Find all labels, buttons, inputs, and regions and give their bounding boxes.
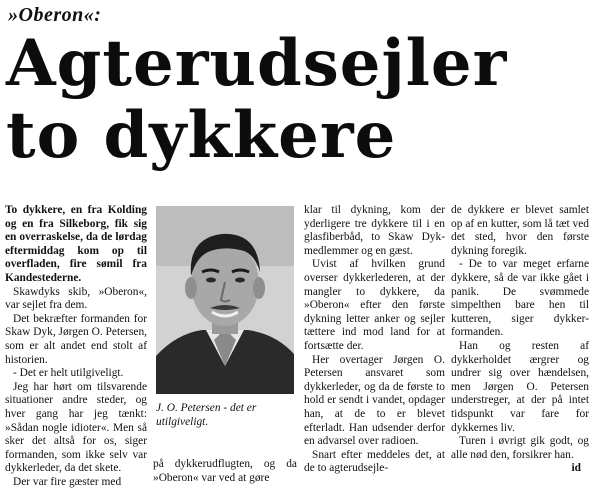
column-3 <box>304 204 445 476</box>
body-paragraph: Skawdyks skib, »Oberon«, var sejlet fra dem. <box>5 285 147 312</box>
body-paragraph: - De to var meget erfarne dykkere, så de var ikke gået i panik. De svømmede simpelthen bare hen til kutteren, siger dykker-formanden. <box>451 258 589 339</box>
body-paragraph: Han og resten af dykkerholdet ærgrer og undrer sig over hændelsen, men Jørgen O. Petersen understreger, at der på intet tidspunkt var fare for dykkernes liv. <box>451 339 589 434</box>
headline-line-2: to dykkere <box>6 98 397 173</box>
headline <box>6 28 591 172</box>
body-paragraph: Der var fire gæster med <box>13 475 122 488</box>
column-1 <box>5 204 147 489</box>
body-paragraph: på dykkerudflugten, og da »Oberon« var ved at gøre <box>153 458 297 484</box>
kicker: »Oberon«: <box>8 4 102 26</box>
body-paragraph: Snart efter meddeles det, at de to agterudsejle- <box>304 448 445 475</box>
body-paragraph: de dykkere er blevet samlet op af en kutter, som lå tæt ved det sted, hvor den første dykning foregik. <box>451 204 589 257</box>
photo-caption: J. O. Petersen - det er utilgiveligt. <box>156 402 257 428</box>
body-paragraph: klar til dykning, kom der yderligere tre dykkere til i en glasfiberbåd, to Skaw Dyk-medlemmer og en gæst. <box>304 204 445 257</box>
author-signature: id <box>571 462 581 475</box>
body-paragraph: Uvist af hvilken grund overser dykkerlederen, at der mangler to dykkere, da »Oberon« efter den første dykning letter anker og sejler tættere ind mod land for at fortsætte der. <box>304 258 445 352</box>
body-paragraph: Her overtager Jørgen O. Petersen ansvaret som dykkerleder, og da de første to hold er sendt i vandet, opdager han, at de to er blevet efterladt. Han udsender derfor en advarsel over radioen. <box>304 353 445 448</box>
column-4 <box>451 204 589 476</box>
body-paragraph: Det bekræfter formanden for Skaw Dyk, Jørgen O. Petersen, som er alt andet end stolt af historien. <box>5 312 147 366</box>
body-paragraph: Turen i øvrigt gik godt, og alle nød den, forsikrer han. <box>451 435 589 461</box>
portrait-photo <box>156 206 294 394</box>
headline-line-1: Agterudsejler <box>6 26 508 101</box>
body-paragraph: Jeg har hørt om tilsvarende situationer andre steder, og hver gang har jeg tænkt: »Sådan nogle idioter«. Men så sker det altså for os, siger formanden, som ikke selv var dykkerleder, da det skete. <box>5 380 147 475</box>
lead-paragraph: To dykkere, en fra Kolding og en fra Silkeborg, fik sig en overraskelse, da de lørdag eftermiddag kom op til overfladen, fire sømil fra Kandestederne. <box>5 204 147 284</box>
portrait-icon <box>156 206 294 394</box>
body-paragraph: - Det er helt utilgiveligt. <box>13 367 124 380</box>
column-2 <box>153 458 297 485</box>
